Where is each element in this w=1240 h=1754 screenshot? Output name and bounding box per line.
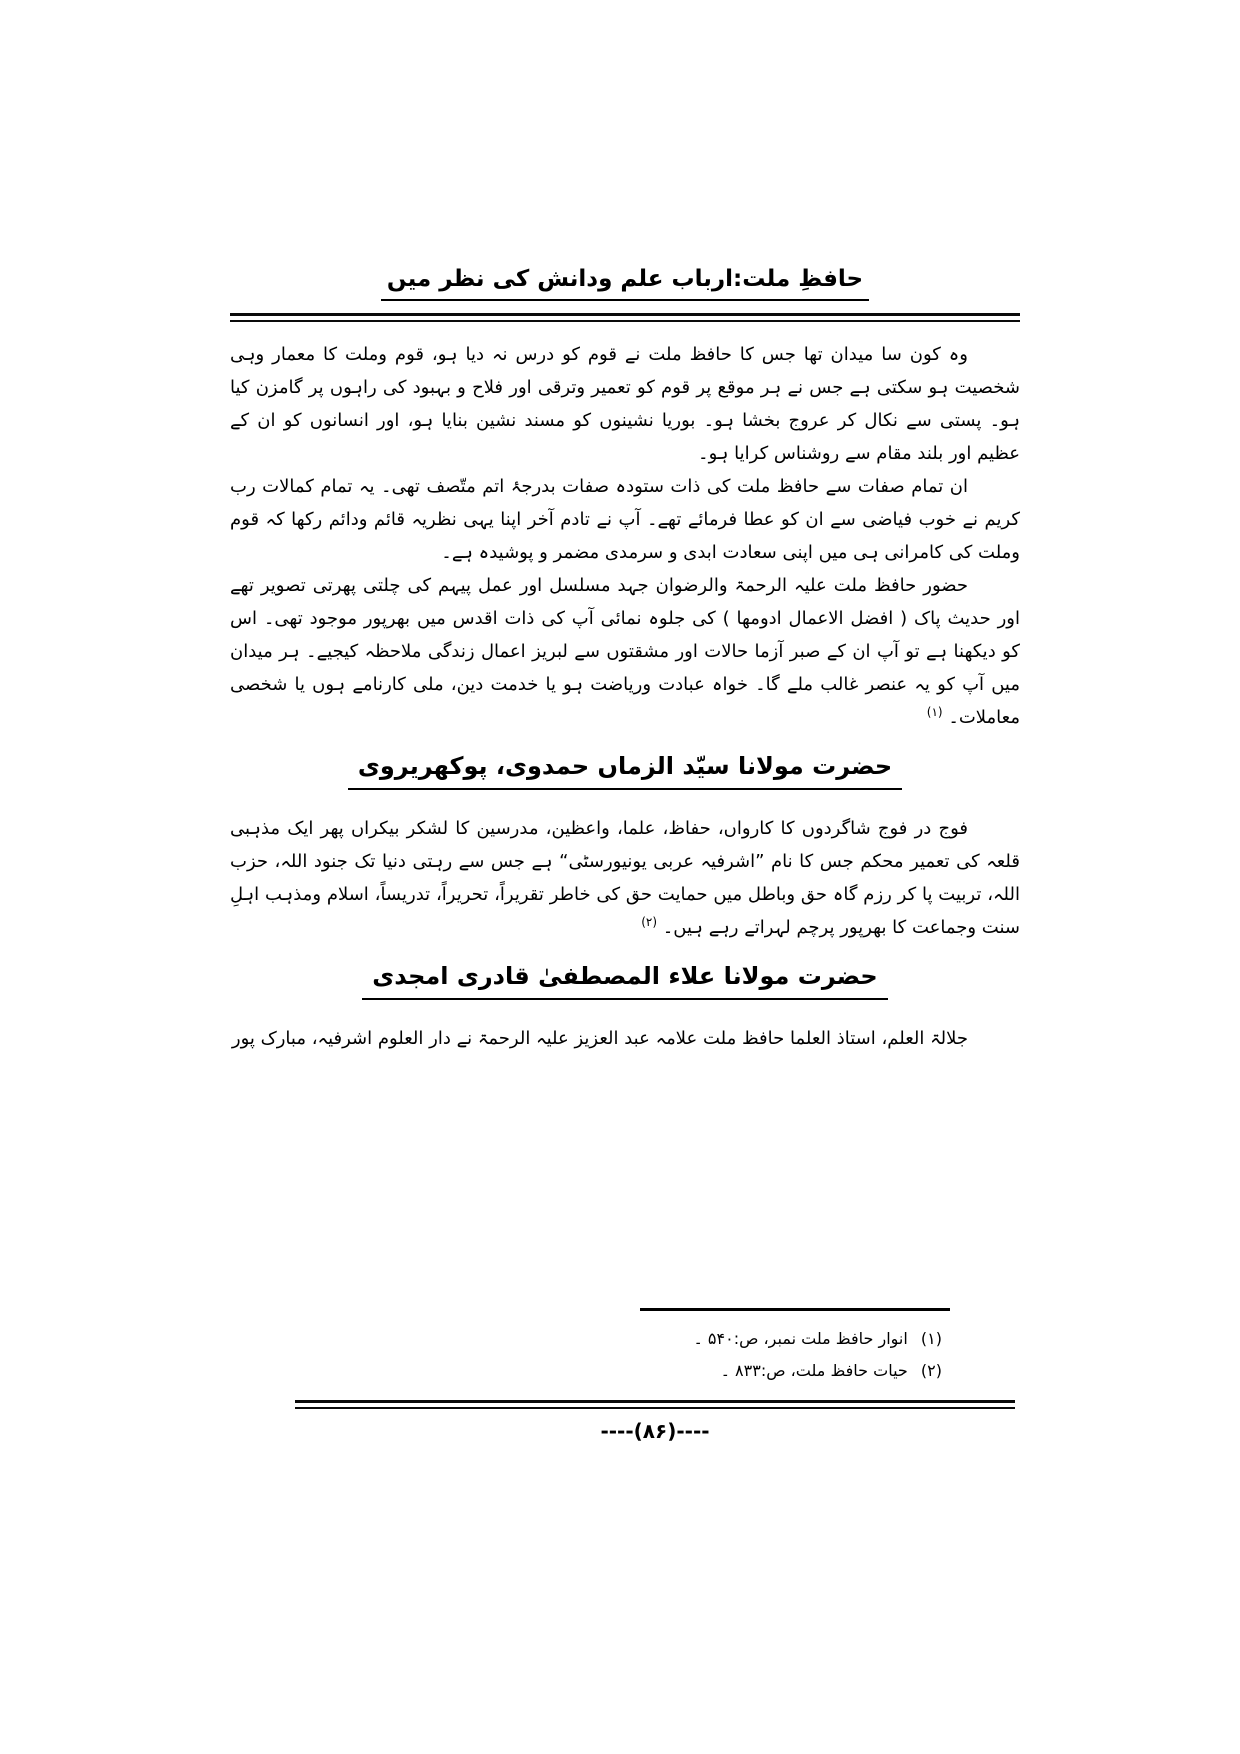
footnotes [640, 1308, 950, 1387]
footnote-1-reference: (۱) [926, 705, 943, 719]
page-content [230, 266, 1020, 1055]
footnote-1-text: انوار حافظ ملت نمبر، ص:۵۴۰ ۔ [693, 1329, 908, 1348]
page-header-title: حافظِ ملت:ارباب علم ودانش کی نظر میں [381, 266, 869, 301]
footnote-separator-rule [640, 1308, 950, 1311]
footnote-1-marker: (۱) [920, 1329, 942, 1348]
footer-double-rule [295, 1400, 1015, 1409]
section-heading-1-text: حضرت مولانا سیّد الزماں حمدوی، پوکھریروی [348, 752, 902, 790]
paragraph-1-text: وہ کون سا میدان تھا جس کا حافظ ملت نے قوم کو درس نہ دیا ہو، قوم وملت کا معمار وہی شخصیت ہو سکتی ہے جس نے ہر موقع پر قوم کو تعمیر وترقی اور فلاح و بہبود کی راہوں پر گامزن کیا ہو۔ پستی سے نکال کر عروج بخشا ہو۔ بوریا نشینوں کو مسند نشین بنایا ہو، اور انسانوں کو ان کے عظیم اور بلند مقام سے روشناس کرایا ہو۔ [230, 344, 1020, 464]
footnote-2-marker: (۲) [920, 1361, 942, 1380]
section-heading-1 [230, 752, 1020, 790]
paragraph-1 [230, 338, 1020, 470]
section-heading-2-text: حضرت مولانا علاء المصطفیٰ قادری امجدی [362, 962, 887, 1000]
footnote-2-text: حیات حافظ ملت، ص:۸۳۳ ۔ [720, 1361, 908, 1380]
page-footer [295, 1400, 1015, 1443]
section-heading-2 [230, 962, 1020, 1000]
paragraph-5-text: جلالۃ العلم، استاذ العلما حافظ ملت علامہ عبد العزیز علیہ الرحمۃ نے دار العلوم اشرفیہ، مبارک پور [231, 1028, 968, 1049]
paragraph-5 [230, 1022, 1020, 1055]
paragraph-4 [230, 812, 1020, 944]
paragraph-2-text: ان تمام صفات سے حافظ ملت کی ذات ستودہ صفات بدرجۂ اتم متّصف تھی۔ یہ تمام کمالات رب کریم نے خوب فیاضی سے ان کو عطا فرمائے تھے۔ آپ نے تادم آخر اپنا یہی نظریہ قائم ودائم رکھا کہ قوم وملت کی کامرانی ہی میں اپنی سعادت ابدی و سرمدی مضمر و پوشیدہ ہے۔ [230, 476, 1020, 563]
paragraph-3 [230, 569, 1020, 734]
footnote-2-reference: (۲) [641, 915, 658, 929]
header-double-rule [230, 313, 1020, 322]
paragraph-3-text: حضور حافظ ملت علیہ الرحمۃ والرضوان جہد مسلسل اور عمل پیہم کی چلتی پھرتی تصویر تھے اور حدیث پاک ( افضل الاعمال ادومها ) کی جلوہ نمائی آپ کی ذات اقدس میں بھرپور موجود تھی۔ اس کو دیکھنا ہے تو آپ ان کے صبر آزما حالات اور مشقتوں سے لبریز اعمال زندگی ملاحظہ کیجیے۔ ہر میدان میں آپ کو یہ عنصر غالب ملے گا۔ خواہ عبادت وریاضت ہو یا خدمت دین، ملی کارنامے ہوں یا شخصی معاملات۔ [230, 575, 1020, 728]
footnote-item-2 [640, 1355, 950, 1387]
paragraph-2 [230, 470, 1020, 569]
footnote-item-1 [640, 1323, 950, 1355]
paragraph-4-text: فوج در فوج شاگردوں کا کارواں، حفاظ، علما، واعظین، مدرسین کا لشکر بیکراں پھر ایک مذہبی قلعہ کی تعمیر محکم جس کا نام ”اشرفیہ عربی یونیورسٹی“ ہے جس سے رہتی دنیا تک جنود اللہ، حزب اللہ، تربیت پا کر رزم گاہ حق وباطل میں حمایت حق کی خاطر تقریراً، تحریراً، تدریساً، اسلام ومذہب اہلِ سنت وجماعت کا بھرپور پرچم لہراتے رہے ہیں۔ [230, 818, 1020, 938]
page-header [230, 266, 1020, 301]
page-number: ----(۸۶)---- [600, 1419, 710, 1443]
